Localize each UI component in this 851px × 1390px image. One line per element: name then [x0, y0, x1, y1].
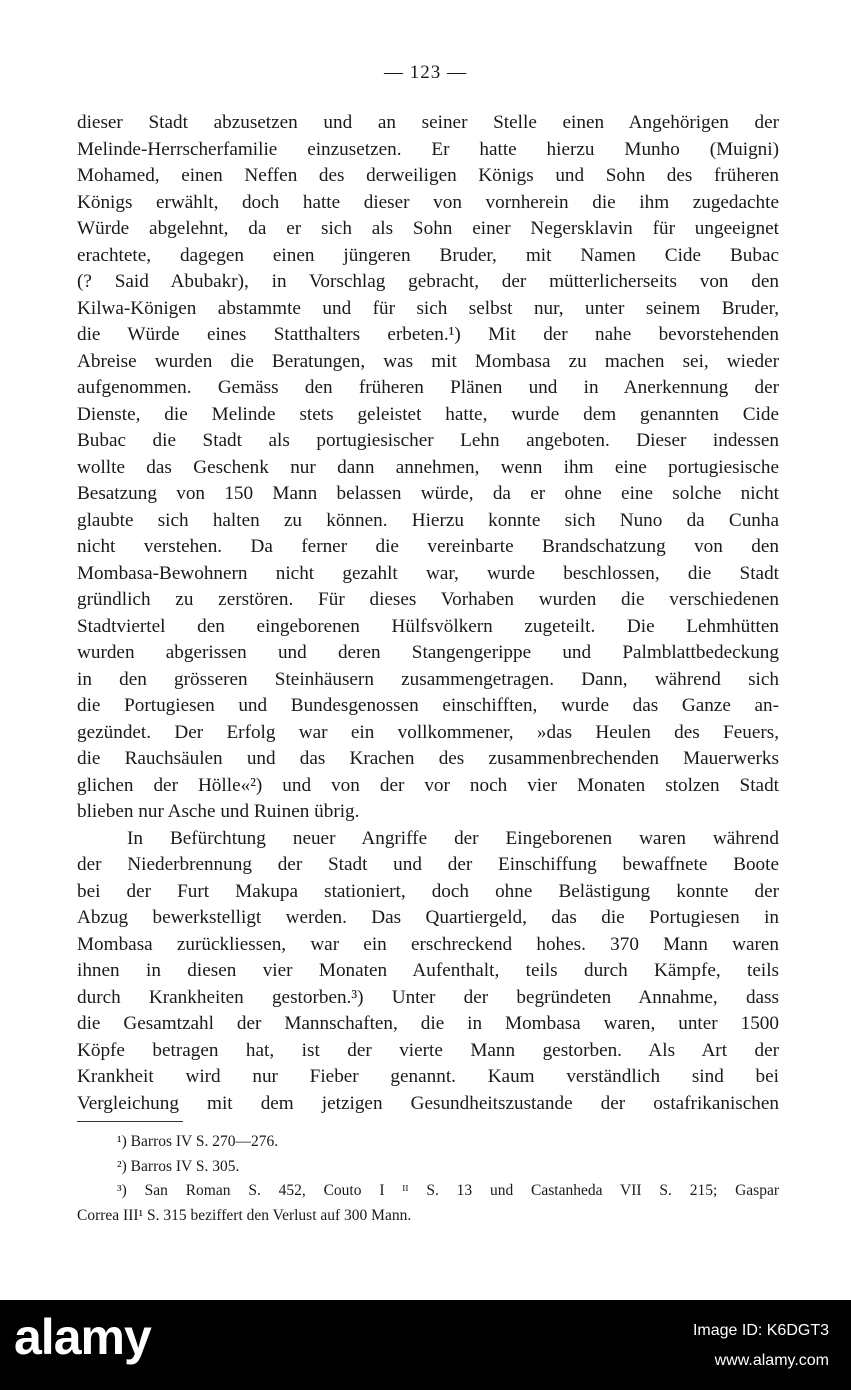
site-url: www.alamy.com [714, 1352, 829, 1369]
text-line: die Portugiesen und Bundesgenossen einschifften, wurde das Ganze an- [77, 695, 779, 716]
text-line: Vergleichung mit dem jetzigen Gesundheitszustande der ostafrikanischen [77, 1092, 779, 1114]
text-line: Melinde-Herrscherfamilie einzusetzen. Er hatte hierzu Munho (Muigni) [77, 138, 779, 160]
image-id: Image ID: K6DGT3 [692, 1322, 829, 1339]
text-line: In Befürchtung neuer Angriffe der Eingeborenen waren während [127, 827, 779, 849]
text-line: gründlich zu zerstören. Für dieses Vorhaben wurden die verschiedenen [77, 589, 779, 610]
text-line: aufgenommen. Gemäss den früheren Plänen und in Anerkennung der [77, 377, 779, 398]
text-line: in den grösseren Steinhäusern zusammengetragen. Dann, während sich [77, 668, 779, 690]
text-line: glichen der Hölle«²) und von der vor noch vier Monaten stolzen Stadt [77, 774, 779, 796]
text-line: dieser Stadt abzusetzen und an seiner Stelle einen Angehörigen der [77, 112, 779, 133]
text-line: ihnen in diesen vier Monaten Aufenthalt, teils durch Kämpfe, teils [77, 960, 779, 981]
text-line: Besatzung von 150 Mann belassen würde, da er ohne eine solche nicht [77, 483, 779, 504]
text-line: wurden abgerissen und deren Stangengerippe und Palmblattbedeckung [77, 642, 779, 663]
footnote-divider [77, 1121, 183, 1122]
text-line: die Würde eines Statthalters erbeten.¹) Mit der nahe bevorstehenden [77, 324, 779, 345]
text-line: die Gesamtzahl der Mannschaften, die in Mombasa waren, unter 1500 [77, 1013, 779, 1034]
text-line: nicht verstehen. Da ferner die vereinbarte Brandschatzung von den [77, 536, 779, 557]
text-line: Königs erwählt, doch hatte dieser von vornherein die ihm zugedachte [77, 191, 779, 213]
text-line: Köpfe betragen hat, ist der vierte Mann gestorben. Als Art der [77, 1039, 779, 1061]
text-line: Mombasa-Bewohnern nicht gezahlt war, wurde beschlossen, die Stadt [77, 562, 779, 584]
body-text [77, 110, 779, 1117]
text-line: Würde abgelehnt, da er sich als Sohn einer Negersklavin für ungeeignet [77, 218, 779, 239]
text-line: Mohamed, einen Neffen des derweiligen Königs und Sohn des früheren [77, 165, 779, 186]
text-line: Kilwa-Königen abstammte und für sich selbst nur, unter seinem Bruder, [77, 297, 779, 319]
text-line: der Niederbrennung der Stadt und der Einschiffung bewaffnete Boote [77, 854, 779, 875]
footnotes [77, 1130, 779, 1228]
text-line: Abzug bewerkstelligt werden. Das Quartiergeld, das die Portugiesen in [77, 907, 779, 928]
text-line: Bubac die Stadt als portugiesischer Lehn angeboten. Dieser indessen [77, 430, 779, 451]
text-line: wollte das Geschenk nur dann annehmen, wenn ihm eine portugiesische [77, 456, 779, 478]
footnote-1: ¹) Barros IV S. 270—276. [117, 1133, 279, 1150]
watermark-bar [0, 1300, 851, 1390]
alamy-logo: alamy [14, 1309, 151, 1365]
footnote-3-continued: Correa III¹ S. 315 beziffert den Verlust auf 300 Mann. [77, 1206, 412, 1224]
text-line: Krankheit wird nur Fieber genannt. Kaum verständlich sind bei [77, 1066, 779, 1087]
text-line: Dienste, die Melinde stets geleistet hatte, wurde dem genannten Cide [77, 403, 779, 425]
text-line: (? Said Abubakr), in Vorschlag gebracht, der mütterlicherseits von den [77, 271, 779, 292]
text-line: die Rauchsäulen und das Krachen des zusammenbrechenden Mauerwerks [77, 748, 779, 769]
text-line: bei der Furt Makupa stationiert, doch ohne Belästigung konnte der [77, 880, 779, 902]
text-line: erachtete, dagegen einen jüngeren Bruder, mit Namen Cide Bubac [77, 244, 779, 266]
text-line: blieben nur Asche und Ruinen übrig. [77, 801, 360, 822]
text-line: Abreise wurden die Beratungen, was mit Mombasa zu machen sei, wieder [77, 350, 779, 372]
text-line: gezündet. Der Erfolg war ein vollkommener, »das Heulen des Feuers, [77, 721, 779, 743]
footnote-3: ³) San Roman S. 452, Couto I ᴵᴵ S. 13 und Castanheda VII S. 215; Gaspar [117, 1182, 779, 1199]
text-line: Stadtviertel den eingeborenen Hülfsvölkern zugeteilt. Die Lehmhütten [77, 615, 779, 637]
text-line: glaubte sich halten zu können. Hierzu konnte sich Nuno da Cunha [77, 509, 779, 531]
page-number: — 123 — [384, 62, 467, 83]
text-line: Mombasa zurückliessen, war ein erschreckend hohes. 370 Mann waren [77, 933, 779, 955]
footnote-2: ²) Barros IV S. 305. [117, 1157, 240, 1175]
text-line: durch Krankheiten gestorben.³) Unter der begründeten Annahme, dass [77, 986, 779, 1008]
